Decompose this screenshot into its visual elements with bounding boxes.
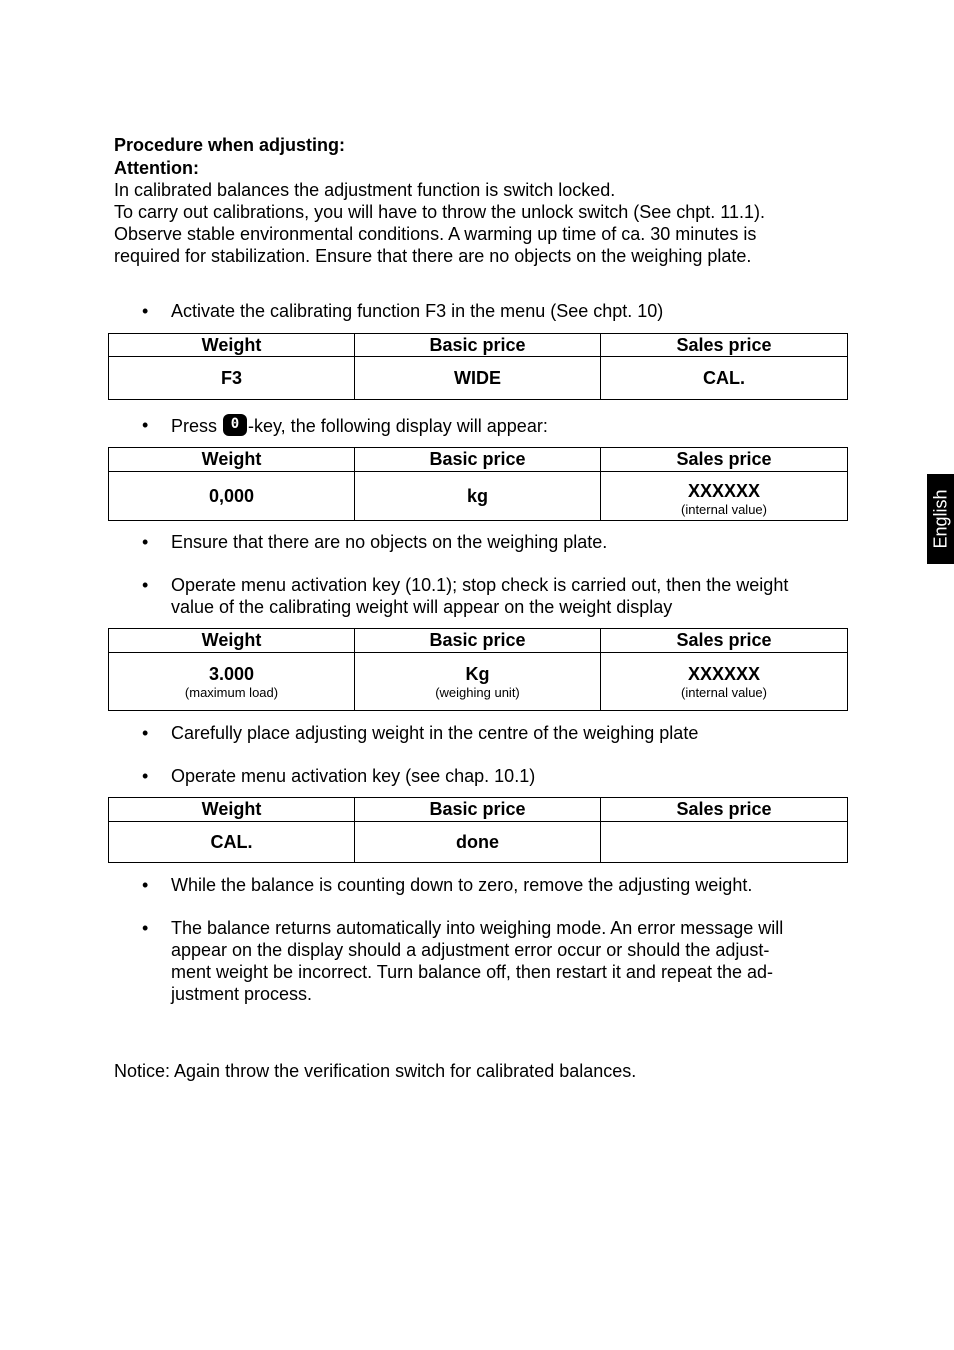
bullet-icon: • — [142, 301, 149, 321]
header-basic-price: Basic price — [355, 798, 601, 822]
bullet-icon: • — [142, 532, 149, 552]
header-sales-price: Sales price — [601, 798, 848, 822]
header-sales-price: Sales price — [601, 629, 848, 653]
weight-note: (maximum load) — [184, 684, 279, 700]
header-basic-price: Basic price — [355, 448, 601, 472]
zero-key-icon: 0 — [223, 414, 247, 436]
notice-text: Notice: Again throw the verification switch for calibrated balances. — [114, 1061, 637, 1081]
attention-label: Attention: — [114, 158, 199, 178]
sales-price-value: CAL. — [703, 367, 745, 388]
sales-price-cell — [601, 472, 848, 521]
step-text: Operate menu activation key (see chap. 10.1) — [171, 766, 536, 786]
weight-cell — [109, 822, 355, 863]
bullet-icon: • — [142, 723, 149, 743]
language-tab — [927, 474, 954, 564]
weight-cell — [109, 357, 355, 400]
sales-price-cell — [601, 822, 848, 863]
bullet-icon: • — [142, 766, 149, 786]
basic-price-note: (weighing unit) — [435, 684, 520, 700]
bullet-icon: • — [142, 575, 149, 595]
basic-price-cell — [355, 653, 601, 711]
page-heading: Procedure when adjusting: — [114, 135, 346, 155]
intro-line: In calibrated balances the adjustment function is switch locked. — [114, 180, 616, 200]
header-basic-price: Basic price — [355, 334, 601, 357]
header-weight: Weight — [109, 798, 355, 822]
basic-price-value: done — [456, 831, 499, 852]
step-text: value of the calibrating weight will appear on the weight display — [171, 597, 673, 617]
header-sales-price: Sales price — [601, 448, 848, 472]
weight-value: CAL. — [210, 831, 253, 852]
sales-price-note: (internal value) — [681, 684, 767, 700]
header-weight: Weight — [109, 448, 355, 472]
header-weight: Weight — [109, 629, 355, 653]
intro-line: Observe stable environmental conditions. A warming up time of ca. 30 minutes is — [114, 224, 757, 244]
step-text: Activate the calibrating function F3 in the menu (See chpt. 10) — [171, 301, 664, 321]
step-text: ment weight be incorrect. Turn balance off, then restart it and repeat the ad- — [171, 962, 774, 982]
basic-price-value: Kg — [465, 663, 490, 684]
sales-price-cell — [601, 653, 848, 711]
header-weight: Weight — [109, 334, 355, 357]
sales-price-value: XXXXXX — [687, 663, 761, 684]
bullet-icon: • — [142, 875, 149, 895]
bullet-icon: • — [142, 415, 149, 435]
sales-price-note: (internal value) — [681, 502, 767, 517]
sales-price-value: XXXXXX — [687, 481, 761, 501]
basic-price-cell — [355, 472, 601, 521]
display-table-4 — [108, 797, 848, 863]
step-text: Operate menu activation key (10.1); stop check is carried out, then the weight — [171, 575, 789, 595]
step-text: Carefully place adjusting weight in the centre of the weighing plate — [171, 723, 699, 743]
display-table-3 — [108, 628, 848, 711]
weight-value: 3.000 — [208, 663, 255, 684]
step-text: appear on the display should a adjustment error occur or should the adjust- — [171, 940, 770, 960]
display-table-1 — [108, 333, 848, 400]
step-text: The balance returns automatically into weighing mode. An error message will — [171, 918, 784, 938]
weight-value: F3 — [220, 367, 242, 388]
weight-cell — [109, 653, 355, 711]
header-basic-price: Basic price — [355, 629, 601, 653]
bullet-icon: • — [142, 918, 149, 938]
intro-line: required for stabilization. Ensure that there are no objects on the weighing plate. — [114, 246, 752, 266]
step-text: -key, the following display will appear: — [248, 416, 548, 436]
header-sales-price: Sales price — [601, 334, 848, 357]
weight-cell — [109, 472, 355, 521]
display-table-2 — [108, 447, 848, 521]
basic-price-value: WIDE — [454, 367, 501, 388]
basic-price-cell — [355, 822, 601, 863]
sales-price-cell — [601, 357, 848, 400]
basic-price-cell — [355, 357, 601, 400]
step-text: Ensure that there are no objects on the weighing plate. — [171, 532, 608, 552]
intro-line: To carry out calibrations, you will have to throw the unlock switch (See chpt. 11.1). — [114, 202, 765, 222]
step-text: justment process. — [171, 984, 313, 1004]
step-text: Press — [171, 416, 223, 436]
step-text: While the balance is counting down to zero, remove the adjusting weight. — [171, 875, 753, 895]
language-tab-label: English — [930, 489, 950, 549]
weight-value: 0,000 — [208, 485, 255, 506]
basic-price-value: kg — [466, 485, 488, 506]
